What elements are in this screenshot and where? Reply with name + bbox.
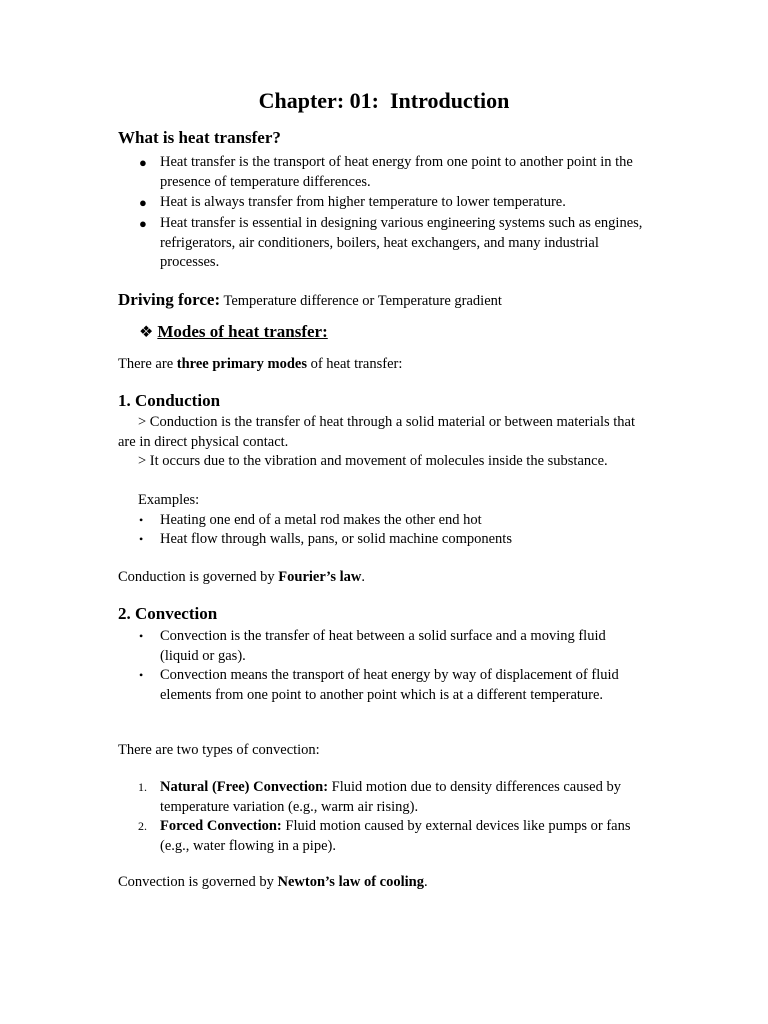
driving-force-label: Driving force: — [118, 290, 221, 309]
what-bullet-2: Heat is always transfer from higher temperature to lower temperature. — [160, 194, 566, 210]
modes-intro-bold: three primary modes — [176, 356, 307, 372]
modes-intro — [118, 355, 402, 375]
convection-bullet-2: Convection means the transport of heat energy by way of displacement of fluid elements from one point to another point which is at a different temperature. — [160, 667, 619, 703]
list-number: 2. — [138, 819, 147, 833]
modes-intro-prefix: There are — [118, 356, 177, 372]
conduction-law-prefix: Conduction is governed by — [118, 569, 279, 585]
natural-convection-label: Natural (Free) Convection: — [160, 779, 329, 795]
driving-force-text: Temperature difference or Temperature gradient — [223, 293, 502, 309]
convection-law — [118, 873, 428, 893]
conduction-line-1: > Conduction is the transfer of heat through a solid material or between materials that are in direct physical contact. — [118, 414, 636, 450]
natural-convection-text: Fluid motion due to density differences caused by temperature variation (e.g., warm air rising). — [160, 779, 621, 815]
conduction-heading: 1. Conduction — [118, 391, 221, 410]
convection-law-prefix: Convection is governed by — [118, 874, 278, 890]
convection-type-forced — [160, 817, 655, 856]
conduction-example-1: Heating one end of a metal rod makes the other end hot — [160, 512, 482, 528]
list-number: 1. — [138, 780, 147, 794]
convection-types-intro: There are two types of convection: — [118, 742, 320, 758]
forced-convection-label: Forced Convection: — [160, 818, 282, 834]
modes-intro-suffix: of heat transfer: — [306, 356, 403, 372]
diamond-bullet-icon: ❖ — [139, 324, 154, 341]
what-bullet-1: Heat transfer is the transport of heat energy from one point to another point in the presence of temperature differences. — [160, 154, 633, 190]
bullet-icon: ● — [139, 216, 147, 231]
convection-heading: 2. Convection — [118, 604, 218, 623]
bullet-icon: • — [139, 629, 144, 643]
bullet-icon: • — [139, 532, 144, 546]
conduction-line-2: > It occurs due to the vibration and movement of molecules inside the substance. — [138, 453, 608, 469]
conduction-law-bold: Fourier’s law — [278, 569, 362, 585]
bullet-icon: • — [139, 513, 144, 527]
examples-label: Examples: — [138, 492, 200, 508]
convection-type-natural — [160, 778, 630, 817]
convection-law-suffix: . — [423, 874, 428, 890]
conduction-law — [118, 568, 365, 588]
modes-heading-row — [139, 322, 328, 342]
what-bullet-3: Heat transfer is essential in designing various engineering systems such as engines, refrigerators, air conditioners, boilers, heat exchangers, and many industrial processes. — [160, 215, 643, 270]
modes-heading: Modes of heat transfer: — [157, 322, 328, 341]
bullet-icon: ● — [139, 195, 147, 210]
convection-law-bold: Newton’s law of cooling — [277, 874, 424, 890]
conduction-example-2: Heat flow through walls, pans, or solid machine components — [160, 531, 512, 547]
bullet-icon: ● — [139, 155, 147, 170]
forced-convection-text: Fluid motion caused by external devices like pumps or fans (e.g., water flowing in a pipe). — [160, 818, 631, 854]
driving-force — [118, 290, 502, 310]
convection-bullet-1: Convection is the transfer of heat between a solid surface and a moving fluid (liquid or gas). — [160, 628, 606, 664]
bullet-icon: • — [139, 668, 144, 682]
page-title: Chapter: 01: Introduction — [258, 88, 510, 113]
what-heading: What is heat transfer? — [118, 128, 281, 147]
conduction-law-suffix: . — [361, 569, 365, 585]
